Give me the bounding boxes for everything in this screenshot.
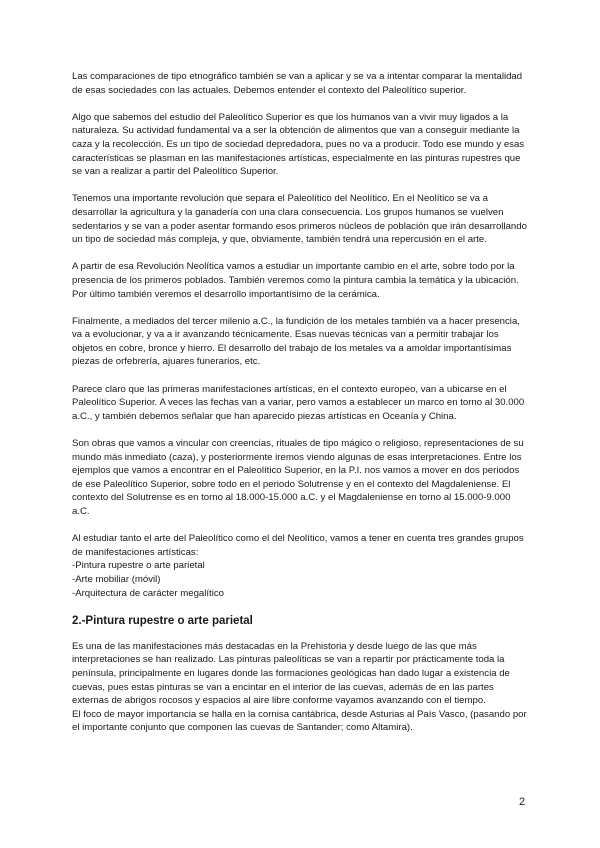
paragraph: Algo que sabemos del estudio del Paleolítico Superior es que los humanos van a vivir muy ligados a la naturaleza. Su actividad fundamental va a ser la obtención de alimentos que van a conseguir mediante la caza y la recolección. Es un tipo de sociedad depredadora, pues no va a producir. Todo ese mundo y esas características se plasman en las manifestaciones artísticas, especialmente en las pinturas rupestres que se van a realizar a partir del Paleolítico Superior.	[72, 111, 525, 178]
paragraph: Las comparaciones de tipo etnográfico también se van a aplicar y se va a intentar comparar la mentalidad de esas sociedades con las actuales. Debemos entender el contexto del Paleolítico superior.	[72, 71, 523, 96]
groups-intro: Al estudiar tanto el arte del Paleolítico como el del Neolítico, vamos a tener en cuenta tres grandes grupos de manifestaciones artísticas:	[72, 533, 524, 558]
groups-list	[72, 559, 527, 600]
paragraph: Son obras que vamos a vincular con creencias, rituales de tipo mágico o religioso, representaciones de su mundo más inmediato (caza), y posteriormente iremos viendo algunas de esas interpretaciones. Entre los ejemplos que vamos a encontrar en el Paleolítico Superior, en la P.I. nos vamos a mover en dos periodos de ese Paleolítico Superior, sobre todo en el periodo Solutrense y en el contexto del Magdaleniense. El contexto del Solutrense es en torno al 18.000-15.000 a.C. y el Magdaleniense en torno al 15.000-9.000 a.C.	[72, 438, 524, 517]
paragraph: Parece claro que las primeras manifestaciones artísticas, en el contexto europeo, van a ubicarse en el Paleolítico Superior. A veces las fechas van a variar, pero vamos a establecer un marco en torno al 30.000 a.C., y también debemos señalar que han aparecido piezas artísticas en Oceanía y China.	[72, 383, 525, 422]
paragraph: El foco de mayor importancia se halla en la cornisa cantábrica, desde Asturias al País Vasco, (pasando por el importante conjunto que componen las cuevas de Santander; como Altamira).	[72, 708, 527, 734]
list-item: -Arte mobiliar (móvil)	[72, 573, 161, 585]
paragraph: Finalmente, a mediados del tercer milenio a.C., la fundición de los metales también va a hacer presencia, va a evolucionar, y va a ir avanzando técnicamente. Esas nuevas técnicas van a permitir trabajar los objetos en cobre, bronce y hierro. El desarrollo del trabajo de los metales va a amoldar importantísimas piezas de orfebrería, ajuares funerarios, etc.	[72, 315, 520, 368]
paragraph: Tenemos una importante revolución que separa el Paleolítico del Neolítico. En el Neolítico se va a desarrollar la agricultura y la ganadería con una clara consecuencia. Los grupos humanos se vuelven sedentarios y se van a poder asentar formando esos primeros núcleos de población que irán desarrollando un tipo de sociedad más compleja, y que, obviamente, también tendrá una repercusión en el arte.	[72, 193, 527, 246]
page-number: 2	[519, 796, 526, 808]
paragraph: A partir de esa Revolución Neolítica vamos a estudiar un importante cambio en el arte, sobre todo por la presencia de los primeros poblados. También veremos como la pintura cambia la temática y la ubicación. Por último también veremos el desarrollo importantísimo de la cerámica.	[72, 261, 519, 300]
page-content	[72, 70, 527, 749]
list-item: -Arquitectura de carácter megalítico	[72, 587, 224, 599]
list-item: -Pintura rupestre o arte parietal	[72, 560, 205, 572]
section-heading: 2.-Pintura rupestre o arte parietal	[72, 614, 253, 627]
paragraph: Es una de las manifestaciones más destacadas en la Prehistoria y desde luego de las que más interpretaciones se han realizado. Las pinturas paleolíticas se van a repartir por prácticamente toda la península, principalmente en lugares donde las formaciones geológicas han dado lugar a existencia de cuevas, pues estas pinturas se van a encintar en el interior de las cuevas, además de en las partes externas de abrigos rocosos y espacios al aire libre conforme vayamos avanzando con el tiempo.	[72, 640, 510, 707]
